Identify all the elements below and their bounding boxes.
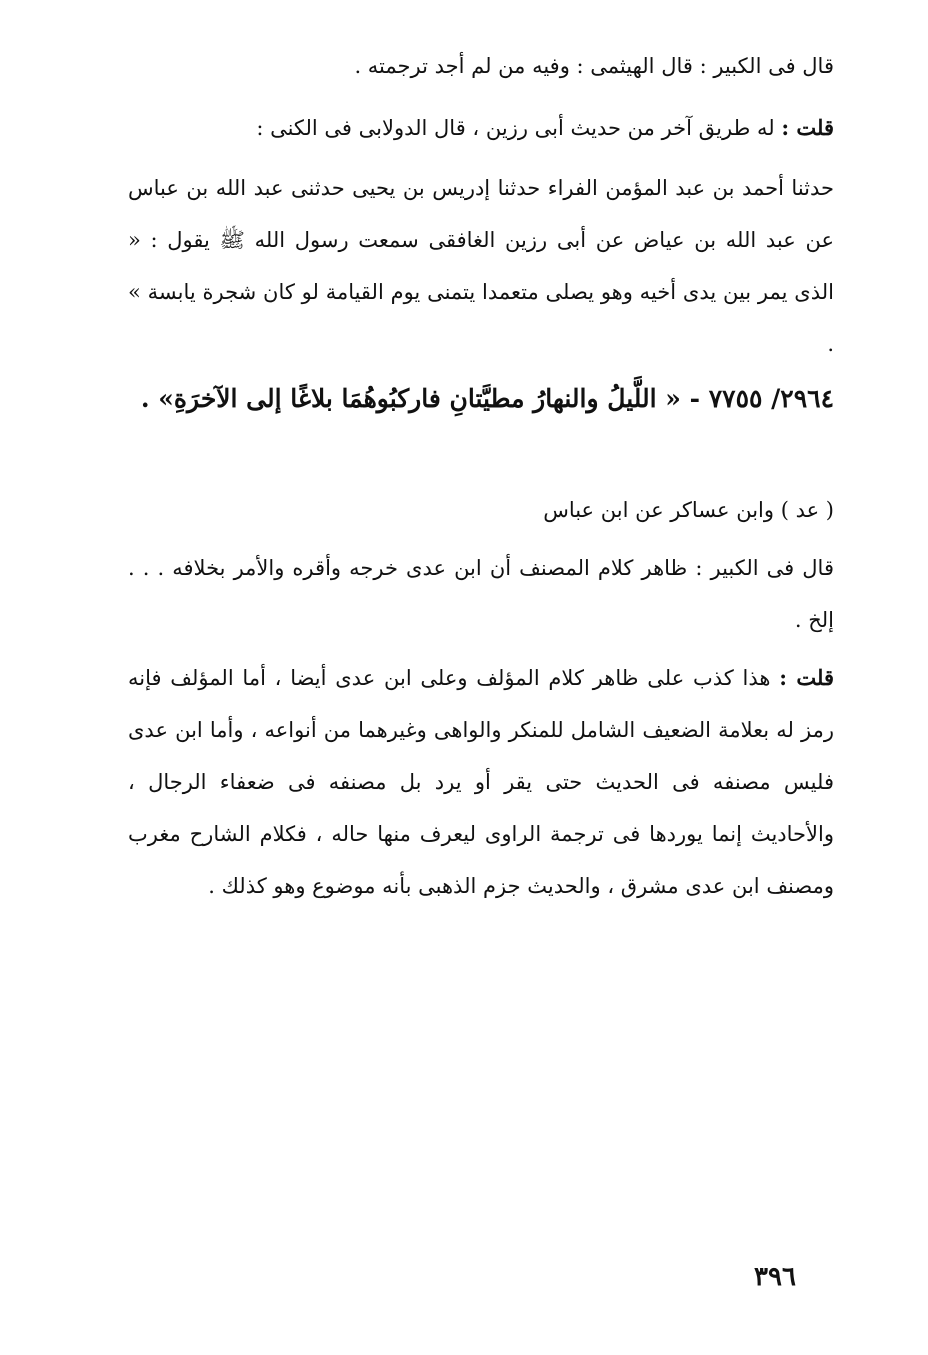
hadith-entry — [128, 376, 834, 422]
page-number: ٣٩٦ — [754, 1262, 796, 1292]
paragraph-text: حدثنا أحمد بن عبد المؤمن الفراء حدثنا إدريس بن يحيى حدثنى عبد الله بن عباس عن عبد الله بن عياض عن أبى رزين الغافقى سمعت رسول الله ﷺ يقول : « الذى يمر بين يدى أخيه وهو يصلى متعمدا يتمنى يوم القيامة لو كان شجرة يابسة » . — [128, 176, 834, 356]
qultu-label: قلت : — [779, 665, 834, 690]
paragraph-text: قال فى الكبير : قال الهيثمى : وفيه من لم أجد ترجمته . — [354, 54, 834, 78]
paragraph-rebuttal — [128, 652, 834, 912]
paragraph-text: له طريق آخر من حديث أبى رزين ، قال الدولابى فى الكنى : — [256, 116, 782, 140]
hadith-number: ٢٩٦٤/ ٧٧٥٥ — [708, 384, 834, 413]
paragraph-kabir-comment — [128, 542, 834, 646]
hadith-text: « اللَّيلُ والنهارُ مطيَّتانِ فاركبُوهُمَا بلاغًا إلى الآخرَةِ» . — [140, 384, 681, 413]
paragraph-source — [128, 484, 834, 536]
hadith-dash: - — [680, 384, 709, 413]
paragraph-text: هذا كذب على ظاهر كلام المؤلف وعلى ابن عدى أيضا ، أما المؤلف فإنه رمز له بعلامة الضعيف الشامل للمنكر والواهى وغيرهما من أنواعه ، وأما ابن عدى فليس مصنفه فى الحديث حتى يقر أو يرد بل مصنفه فى ضعفاء الرجال ، والأحاديث إنما يوردها فى ترجمة الراوى ليعرف منها حاله ، فكلام الشارح مغرب ومصنف ابن عدى مشرق ، والحديث جزم الذهبى بأنه موضوع وهو كذلك . — [128, 666, 834, 898]
paragraph-text: ( عد ) وابن عساكر عن ابن عباس — [543, 498, 834, 522]
paragraph-text: قال فى الكبير : ظاهر كلام المصنف أن ابن عدى خرجه وأقره والأمر بخلافه . . . إلخ . — [128, 556, 834, 632]
paragraph-isnad — [128, 162, 834, 370]
paragraph-kabir-haythami — [128, 40, 834, 92]
paragraph-dulabi-route — [128, 102, 834, 154]
qultu-label: قلت : — [781, 115, 834, 140]
